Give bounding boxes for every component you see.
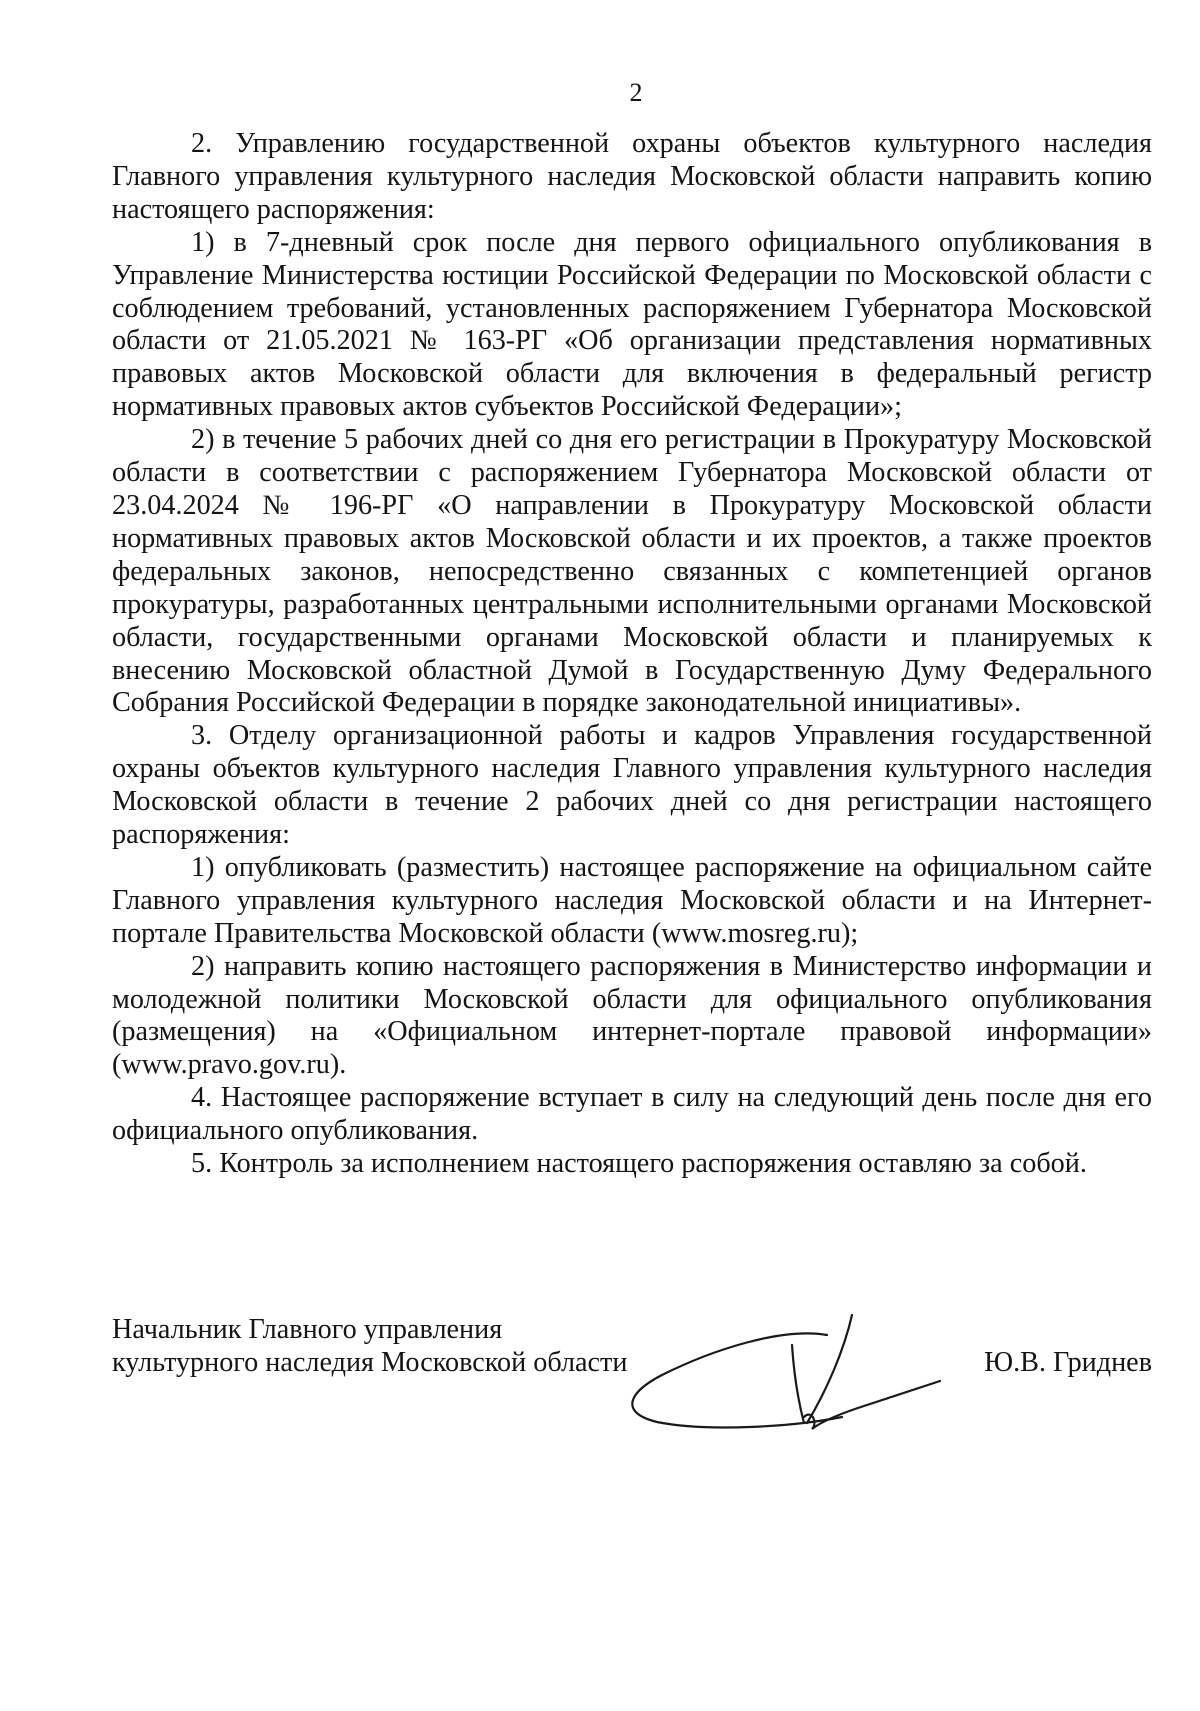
paragraph-subitem-3-2: 2) направить копию настоящего распоряжения в Министерство информации и молодежной политики Московской области для официального опубликования (размещения) на «Официальном интернет-портале правовой информации» (www.pravo.gov.ru). [112, 950, 1152, 1081]
signature-block [112, 1313, 1152, 1433]
paragraph-subitem-2-1: 1) в 7-дневный срок после дня первого официального опубликования в Управление Министерства юстиции Российской Федерации по Московской области с соблюдением требований, установленных распоряжением Губернатора Московской области от 21.05.2021 № 163-РГ «Об организации представления нормативных правовых актов Московской области для включения в федеральный регистр нормативных правовых актов субъектов Российской Федерации»; [112, 226, 1152, 423]
signer-name: Ю.В. Гриднев [984, 1347, 1152, 1378]
paragraph-item-3: 3. Отделу организационной работы и кадров Управления государственной охраны объектов культурного наследия Главного управления культурного наследия Московской области в течение 2 рабочих дней со дня регистрации настоящего распоряжения: [112, 720, 1152, 851]
paragraph-item-4: 4. Настоящее распоряжение вступает в силу на следующий день после дня его официального опубликования. [112, 1082, 1152, 1147]
paragraph-item-2: 2. Управлению государственной охраны объектов культурного наследия Главного управления культурного наследия Московской области направить копию настоящего распоряжения: [112, 128, 1152, 225]
paragraph-item-5: 5. Контроль за исполнением настоящего распоряжения оставляю за собой. [191, 1148, 1087, 1180]
paragraph-subitem-2-2: 2) в течение 5 рабочих дней со дня его регистрации в Прокуратуру Московской области в соответствии с распоряжением Губернатора Московской области от 23.04.2024 № 196-РГ «О направлении в Прокуратуру Московской области нормативных правовых актов Московской области и их проектов, а также проектов федеральных законов, непосредственно связанных с компетенцией органов прокуратуры, разработанных центральными исполнительными органами Московской области, государственными органами Московской области и планируемых к внесению Московской областной Думой в Государственную Думу Федерального Собрания Российской Федерации в порядке законодательной инициативы». [112, 424, 1152, 719]
handwritten-signature [622, 1305, 952, 1435]
signer-title-line-2: культурного наследия Московской области [112, 1347, 628, 1378]
signer-title-line-1: Начальник Главного управления [112, 1314, 503, 1345]
page-number: 2 [629, 78, 643, 107]
paragraph-subitem-3-1: 1) опубликовать (разместить) настоящее распоряжение на официальном сайте Главного управления культурного наследия Московской области и на Интернет-портале Правительства Московской области (www.mosreg.ru); [112, 851, 1152, 949]
document-body [112, 128, 1152, 1181]
